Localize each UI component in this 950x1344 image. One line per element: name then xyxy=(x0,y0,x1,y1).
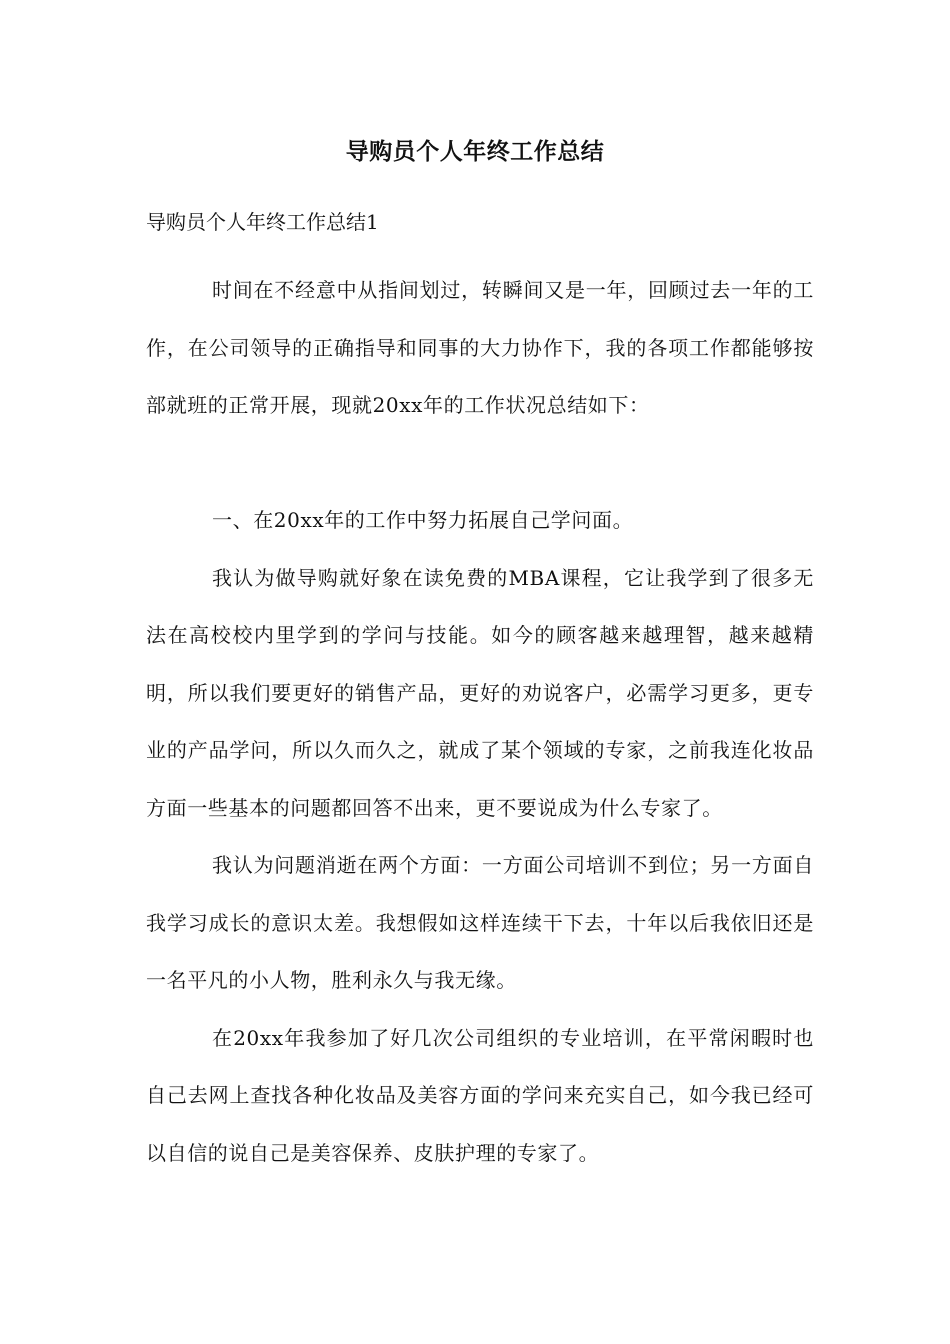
paragraph-section-heading-1: 一、在20xx年的工作中努力拓展自己学问面。 xyxy=(212,508,634,532)
paragraph-training: 在20xx年我参加了好几次公司组织的专业培训，在平常闲暇时也自己去网上查找各种化妆品及美容方面的学问来充实自己，如今我已经可以自信的说自己是美容保养、皮肤护理的专家了。 xyxy=(146,1025,814,1165)
document-title: 导购员个人年终工作总结 xyxy=(345,139,605,165)
paragraph-intro: 时间在不经意中从指间划过，转瞬间又是一年，回顾过去一年的工作，在公司领导的正确指导和同事的大力协作下，我的各项工作都能够按部就班的正常开展，现就20xx年的工作状况总结如下： xyxy=(146,278,814,417)
section-heading: 导购员个人年终工作总结1 xyxy=(146,210,379,234)
paragraph-mba: 我认为做导购就好象在读免费的MBA课程，它让我学到了很多无法在高校校内里学到的学问与技能。如今的顾客越来越理智，越来越精明，所以我们要更好的销售产品，更好的劝说客户，必需学习更多，更专业的产品学问，所以久而久之，就成了某个领域的专家，之前我连化妆品方面一些基本的问题都回答不出来，更不要说成为什么专家了。 xyxy=(146,565,814,820)
paragraph-problems: 我认为问题消逝在两个方面：一方面公司培训不到位；另一方面自我学习成长的意识太差。我想假如这样连续干下去，十年以后我依旧还是一名平凡的小人物，胜利永久与我无缘。 xyxy=(146,853,814,992)
document-body xyxy=(146,262,814,1182)
blank-line xyxy=(146,435,814,493)
